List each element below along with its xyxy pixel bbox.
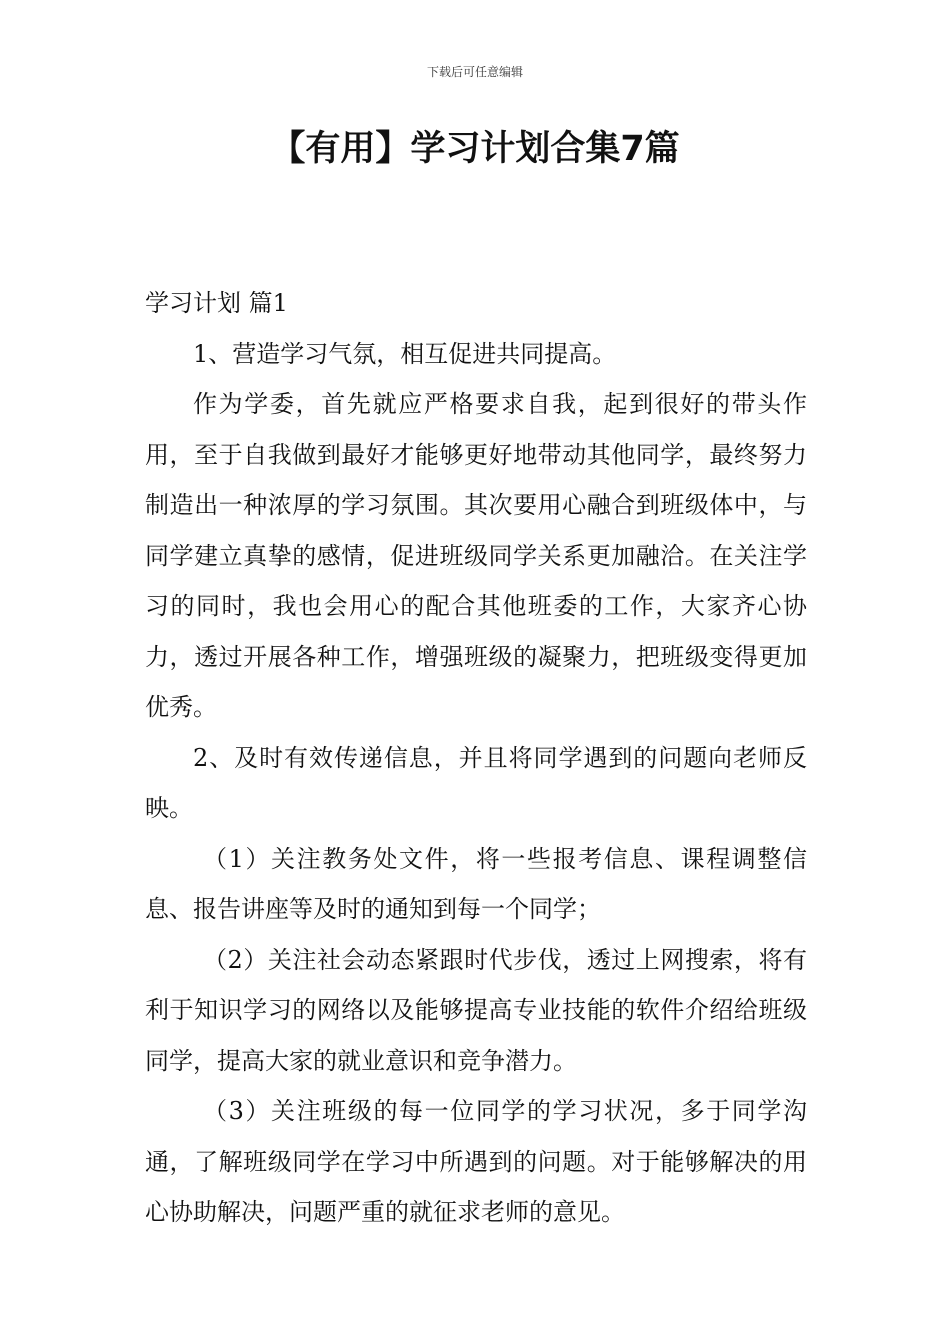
paragraph-subitem-3: （3）关注班级的每一位同学的学习状况，多于同学沟通，了解班级同学在学习中所遇到的问题。对于能够解决的用心协助解决，问题严重的就征求老师的意见。: [145, 1097, 807, 1226]
header-note: 下载后可任意编辑: [426, 65, 523, 79]
paragraph-item-2: 2、及时有效传递信息，并且将同学遇到的问题向老师反映。: [145, 743, 807, 822]
document-title: 【有用】学习计划合集7篇: [270, 129, 680, 169]
document-body: [145, 278, 807, 1238]
paragraph-subitem-1: （1）关注教务处文件，将一些报考信息、课程调整信息、报告讲座等及时的通知到每一个同学；: [145, 844, 807, 923]
paragraph-item-1: 1、营造学习气氛，相互促进共同提高。: [193, 339, 617, 368]
paragraph-body-1: 作为学委，首先就应严格要求自我，起到很好的带头作用，至于自我做到最好才能够更好地带动其他同学，最终努力制造出一种浓厚的学习氛围。其次要用心融合到班级体中，与同学建立真挚的感情，促进班级同学关系更加融洽。在关注学习的同时，我也会用心的配合其他班委的工作，大家齐心协力，透过开展各种工作，增强班级的凝聚力，把班级变得更加优秀。: [145, 390, 807, 721]
paragraph-subitem-2: （2）关注社会动态紧跟时代步伐，透过上网搜索，将有利于知识学习的网络以及能够提高专业技能的软件介绍给班级同学，提高大家的就业意识和竞争潜力。: [145, 945, 807, 1075]
section-heading: 学习计划 篇1: [145, 289, 288, 317]
